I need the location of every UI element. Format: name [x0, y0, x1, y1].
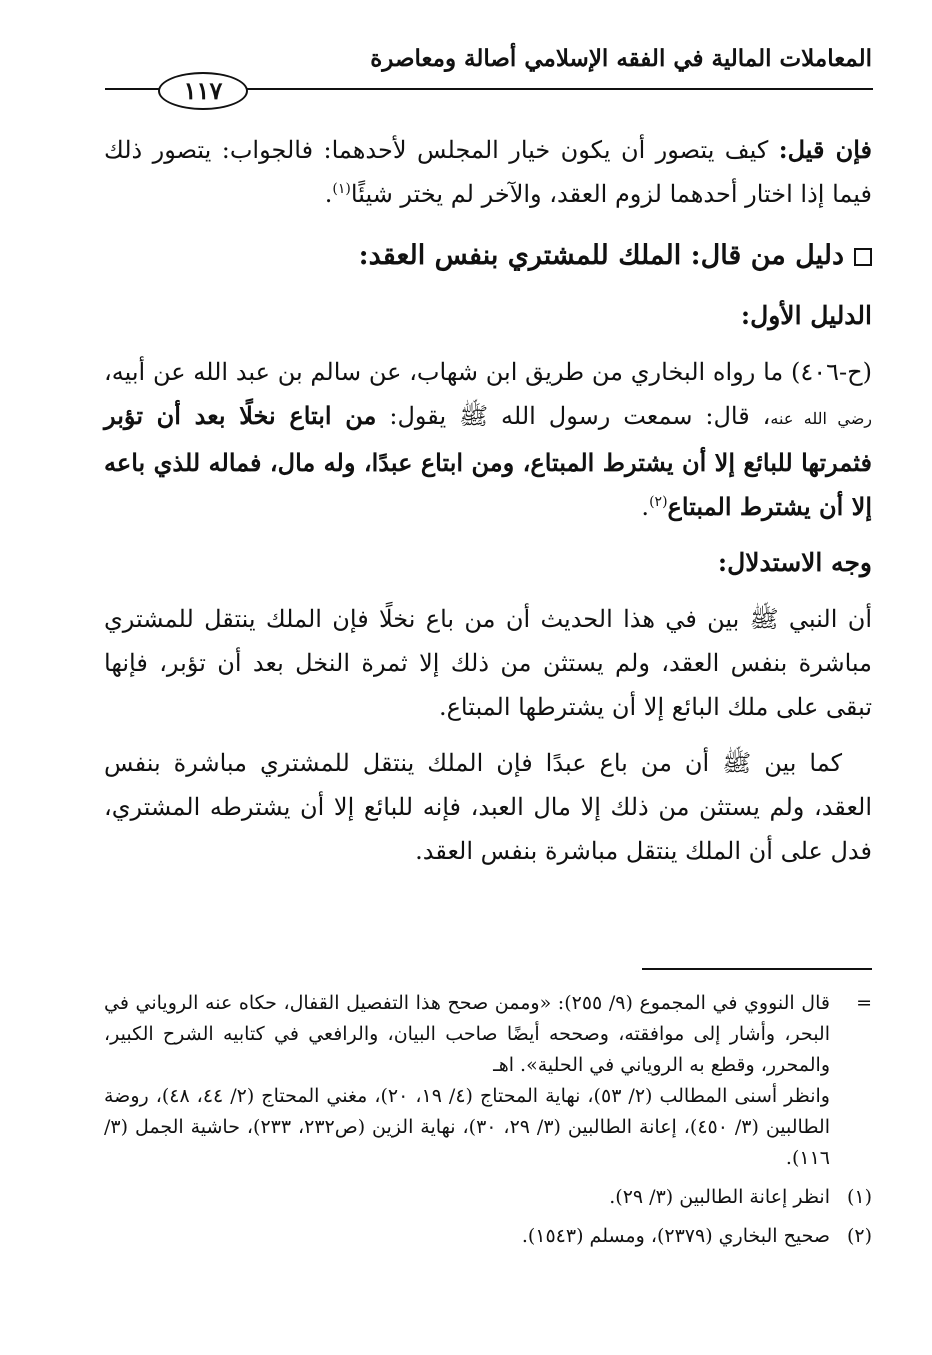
arg1-rest: بين في هذا الحديث أن من باع نخلًا فإن الملك ينتقل للمشتري مباشرة بنفس العقد، ولم يستثن من ذلك إلا ثمرة النخل بعد أن تؤبر، فإنها تبقى على ملك البائع إلا أن يشترطها المبتاع.: [104, 605, 872, 721]
question-text: كيف يتصور أن يكون خيار المجلس لأحدهما: فالجواب: يتصور ذلك فيما إذا اختار أحدهما لزوم العقد، والآخر لم يختر شيئًا: [104, 136, 872, 208]
footnotes: [104, 988, 872, 1252]
hadith-says: يقول:: [376, 402, 460, 430]
page-number-badge: ١١٧: [158, 72, 248, 110]
arg2-rest: أن من باع عبدًا فإن الملك ينتقل للمشتري مباشرة بنفس العقد، ولم يستثن من ذلك إلا مال العبد، فإنه للبائع إلا أن يشترطه المشتري، فدل على أن الملك ينتقل مباشرة بنفس العقد.: [104, 749, 872, 865]
footnote-separator: [642, 968, 872, 970]
hadith-intro: (ح-٤٠٦) ما رواه البخاري من طريق ابن شهاب، عن سالم بن عبد الله عن أبيه،: [104, 358, 872, 386]
square-bullet-icon: [854, 248, 872, 266]
hadith-end: .: [641, 493, 650, 521]
honorific-salla-2: ﷺ: [749, 605, 779, 633]
footnote-2-mark: (٢): [846, 1225, 872, 1247]
argument-paragraph-1: [104, 597, 872, 729]
section-heading-text: دليل من قال: الملك للمشتري بنفس العقد:: [358, 240, 844, 271]
argument-paragraph-2: [104, 741, 872, 873]
footnote-1: [104, 1182, 872, 1213]
footnote-2: [104, 1221, 872, 1252]
section-heading: [104, 230, 872, 282]
arg2-start: كما بين: [751, 749, 843, 777]
question-end: .: [324, 180, 333, 208]
continuation-refs: وانظر أسنى المطالب (٢/ ٥٣)، نهاية المحتاج (٤/ ١٩، ٢٠)، مغني المحتاج (٢/ ٤٤، ٤٨)، روضة الطالبين (٣/ ٤٥٠)، إعانة الطالبين (٣/ ٢٩، ٣٠)، نهاية الزين (ص٢٣٢، ٢٣٣)، حاشية الجمل (٣/ ١١٦).: [104, 1085, 830, 1169]
evidence-label: الدليل الأول:: [740, 301, 872, 330]
main-text: [104, 128, 872, 873]
continuation-mark: =: [856, 992, 872, 1014]
hadith-paragraph: [104, 350, 872, 529]
argument-label: وجه الاستدلال:: [717, 548, 872, 577]
question-lead: فإن قيل:: [778, 135, 873, 164]
hadith-text: من ابتاع نخلًا بعد أن تؤبر فثمرتها للبائع إلا أن يشترط المبتاع، ومن ابتاع عبدًا، وله مال، فماله للذي باعه إلا أن يشترط المبتاع: [104, 401, 872, 521]
footnote-ref-1[interactable]: (١): [332, 181, 351, 197]
honorific-radiallahu: رضي الله عنه: [770, 409, 873, 428]
question-paragraph: [104, 128, 872, 216]
footnote-ref-2[interactable]: (٢): [649, 494, 668, 510]
honorific-salla-3: ﷺ: [722, 749, 752, 777]
continuation-text: قال النووي في المجموع (٩/ ٢٥٥): «وممن صحح هذا التفصيل القفال، حكاه عنه الروياني في البحر، وأشار إلى موافقته، وصححه أيضًا صاحب البيان، والرافعي في كتابيه الشرح الكبير، والمحرر، وقطع به الروياني في الحلية». اهـ: [104, 992, 830, 1076]
footnote-1-mark: (١): [846, 1186, 872, 1208]
running-header-title: المعاملات المالية في الفقه الإسلامي أصالة ومعاصرة: [370, 45, 872, 72]
hadith-said: ، قال: سمعت رسول الله: [488, 402, 771, 430]
honorific-salla-1: ﷺ: [459, 402, 489, 430]
footnote-1-text: انظر إعانة الطالبين (٣/ ٢٩).: [609, 1186, 830, 1208]
footnote-2-text: صحيح البخاري (٢٣٧٩)، ومسلم (١٥٤٣).: [521, 1225, 830, 1247]
footnote-continuation: [104, 988, 872, 1081]
arg1-start: أن النبي: [778, 605, 872, 633]
